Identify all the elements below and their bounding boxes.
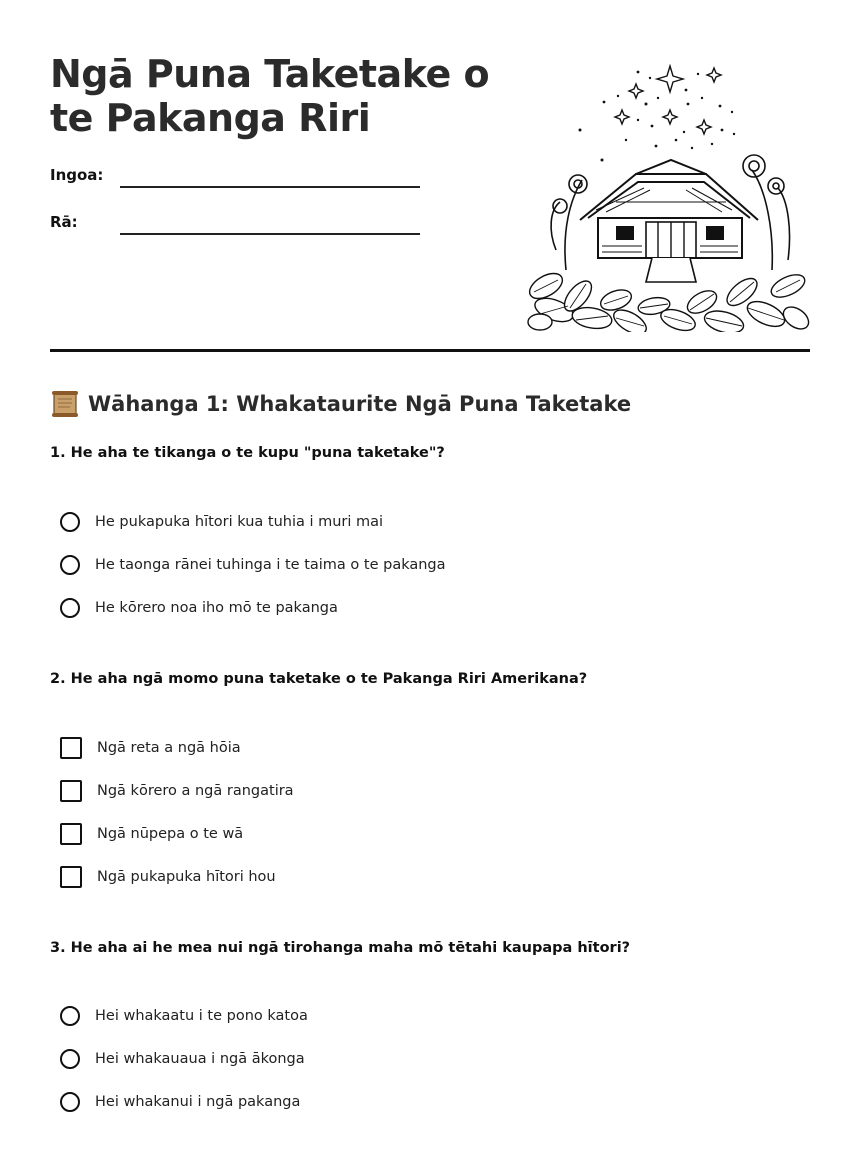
name-write-line[interactable] bbox=[120, 186, 420, 188]
radio-button[interactable] bbox=[60, 1092, 80, 1112]
option-label: Hei whakauaua i ngā ākonga bbox=[95, 1051, 305, 1067]
page-title: Ngā Puna Taketake o te Pakanga Riri bbox=[50, 52, 490, 140]
option-label: Ngā pukapuka hītori hou bbox=[97, 869, 276, 885]
option-label: Ngā reta a ngā hōia bbox=[97, 740, 241, 756]
q2-option-2[interactable] bbox=[60, 778, 294, 804]
q1-option-3[interactable] bbox=[60, 595, 338, 621]
radio-button[interactable] bbox=[60, 512, 80, 532]
name-field bbox=[50, 166, 430, 196]
option-label: He pukapuka hītori kua tuhia i muri mai bbox=[95, 514, 384, 530]
q3-option-1[interactable] bbox=[60, 1003, 308, 1029]
checkbox[interactable] bbox=[60, 737, 82, 759]
q1-option-2[interactable] bbox=[60, 552, 446, 578]
option-label: Hei whakanui i ngā pakanga bbox=[95, 1094, 301, 1110]
radio-button[interactable] bbox=[60, 555, 80, 575]
radio-button[interactable] bbox=[60, 1049, 80, 1069]
section-title: Wāhanga 1: Whakataurite Ngā Puna Taketake bbox=[88, 392, 632, 416]
question-1: 1. He aha te tikanga o te kupu "puna taketake"? bbox=[50, 445, 445, 461]
option-label: He kōrero noa iho mō te pakanga bbox=[95, 600, 338, 616]
checkbox[interactable] bbox=[60, 823, 82, 845]
question-2: 2. He aha ngā momo puna taketake o te Pakanga Riri Amerikana? bbox=[50, 671, 588, 687]
q1-option-1[interactable] bbox=[60, 509, 383, 535]
name-label: Ingoa: bbox=[50, 166, 104, 184]
q3-option-3[interactable] bbox=[60, 1089, 300, 1115]
date-field bbox=[50, 213, 430, 243]
radio-button[interactable] bbox=[60, 598, 80, 618]
header-divider bbox=[50, 349, 810, 352]
option-label: Hei whakaatu i te pono katoa bbox=[95, 1008, 308, 1024]
checkbox[interactable] bbox=[60, 780, 82, 802]
option-label: Ngā kōrero a ngā rangatira bbox=[97, 783, 294, 799]
question-3: 3. He aha ai he mea nui ngā tirohanga maha mō tētahi kaupapa hītori? bbox=[50, 940, 631, 956]
option-label: He taonga rānei tuhinga i te taima o te pakanga bbox=[95, 557, 446, 573]
date-write-line[interactable] bbox=[120, 233, 420, 235]
scroll-icon bbox=[50, 389, 80, 419]
q2-option-4[interactable] bbox=[60, 864, 276, 890]
q3-option-2[interactable] bbox=[60, 1046, 305, 1072]
date-label: Rā: bbox=[50, 213, 78, 231]
q2-option-1[interactable] bbox=[60, 735, 241, 761]
q2-option-3[interactable] bbox=[60, 821, 243, 847]
radio-button[interactable] bbox=[60, 1006, 80, 1026]
section-heading bbox=[50, 388, 631, 420]
wharenui-forest-stars-illustration bbox=[526, 60, 812, 332]
option-label: Ngā nūpepa o te wā bbox=[97, 826, 244, 842]
checkbox[interactable] bbox=[60, 866, 82, 888]
